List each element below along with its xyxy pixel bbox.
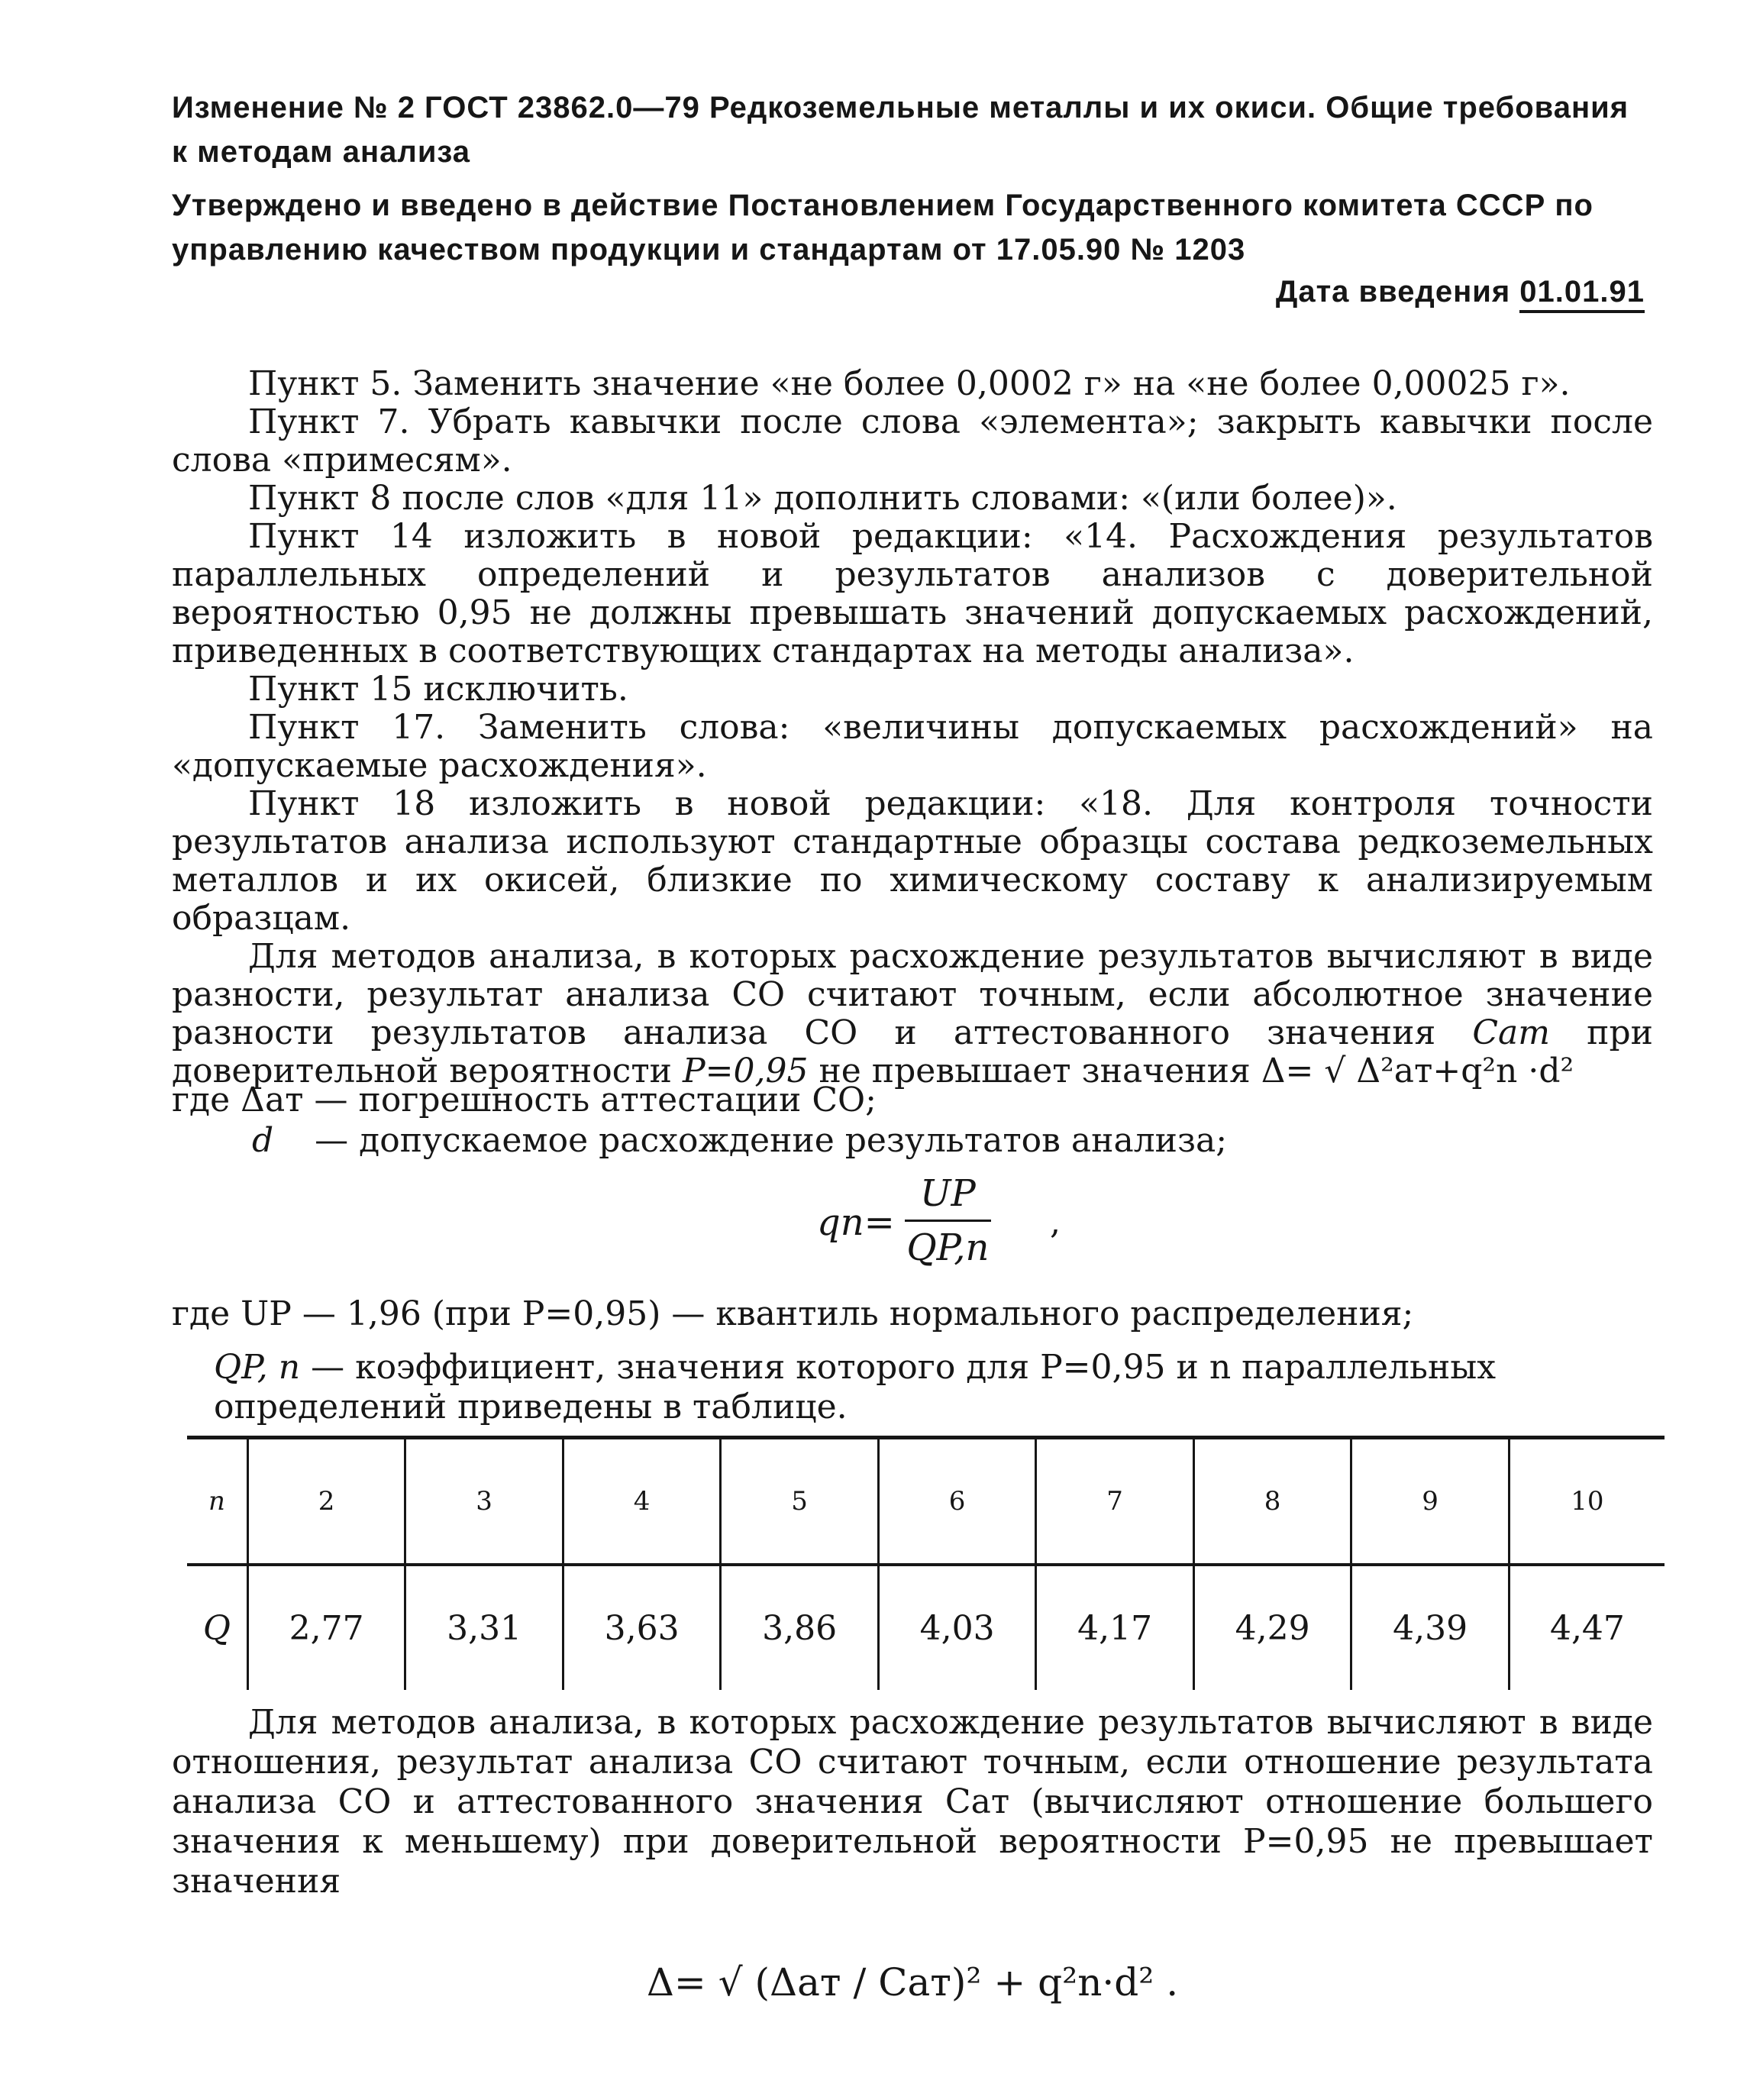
formula-delta-ratio: Δ= √ (Δат / Cат)² + q²n·d² . [646, 1960, 1179, 2005]
paragraph-item-14: Пункт 14 изложить в новой редакции: «14. Расхождения результатов параллельных определений и результатов анализов с доверительной вероятностью 0,95 не должны превышать значений допускаемых расхождений, приведенных в соответствующих стандартах на методы анализа». [172, 517, 1653, 670]
table-q-cell: 4,29 [1193, 1565, 1351, 1690]
approval-statement: Утверждено и введено в действие Постановлением Государственного комитета СССР по управлению качеством продукции и стандартам от 17.05.90 № 1203 [172, 189, 1593, 267]
table-n-cell: 10 [1509, 1438, 1665, 1565]
legend-qp-label: QP, n [214, 1348, 301, 1387]
legend-up [172, 1294, 1413, 1334]
table-n-cell: 8 [1193, 1438, 1351, 1565]
table-n-cell: 7 [1036, 1438, 1194, 1565]
ratio-method-paragraph: Для методов анализа, в которых расхождение результатов вычисляют в виде отношения, результат анализа СО считают точным, если отношение результата анализа СО и аттестованного значения Cат (вычисляют отношение большего значения к меньшему) при доверительной вероятности P=0,95 не превышает значения [172, 1703, 1653, 1901]
qn-numerator: UP [905, 1172, 991, 1222]
table-n-cell: 5 [721, 1438, 879, 1565]
table-q-cell: 4,17 [1036, 1565, 1194, 1690]
table-q-cell: 2,77 [247, 1565, 405, 1690]
legend-d [252, 1121, 1227, 1161]
qn-denominator: QP,n [906, 1226, 990, 1269]
paragraph-item-5: Пункт 5. Заменить значение «не более 0,0002 г» на «не более 0,00025 г». [248, 364, 1571, 403]
paragraph-item-17: Пункт 17. Заменить слова: «величины допускаемых расхождений» на «допускаемые расхождения». [172, 708, 1653, 785]
legend-qp-desc: — коэффициент, значения которого для P=0,95 и n параллельных определений приведены в таблице. [214, 1348, 1497, 1426]
table-q-cell: 4,39 [1351, 1565, 1510, 1690]
qn-fraction [905, 1172, 991, 1269]
paragraph-item-18: Пункт 18 изложить в новой редакции: «18. Для контроля точности результатов анализа используют стандартные образцы состава редкоземельных металлов и их окисей, близкие по химическому составу к анализируемым образцам. [172, 784, 1653, 938]
effective-date-label: Дата введения [1275, 275, 1511, 309]
table-row-label-n: n [187, 1438, 247, 1565]
paragraph-item-7: Пункт 7. Убрать кавычки после слова «элемента»; закрыть кавычки после слова «примесям». [172, 402, 1653, 480]
qn-formula-lhs: qn= [817, 1201, 895, 1244]
table-q-cell: 3,86 [721, 1565, 879, 1690]
difference-method-paragraph [172, 938, 1653, 1090]
legend-d-label: d [252, 1121, 274, 1160]
table-n-cell: 6 [878, 1438, 1036, 1565]
effective-date [1276, 275, 1645, 309]
amendment-body [172, 365, 1653, 1090]
table-q-cell: 4,47 [1509, 1565, 1665, 1690]
effective-date-value: 01.01.91 [1519, 275, 1645, 313]
paragraph-item-15: Пункт 15 исключить. [248, 670, 628, 709]
table-q-cell: 3,31 [405, 1565, 563, 1690]
ratio-method-section [172, 1703, 1653, 2005]
paragraph-item-8: Пункт 8 после слов «для 11» дополнить словами: «(или более)». [248, 479, 1397, 518]
not-exceed-text: не превышает значения [819, 1052, 1251, 1090]
legend-qp [214, 1348, 1657, 1427]
table-q-cell: 4,03 [878, 1565, 1036, 1690]
table-q-cell: 3,63 [563, 1565, 721, 1690]
table-row-label-q: Q [202, 1608, 231, 1648]
table-n-cell: 4 [563, 1438, 721, 1565]
legend-up-label: где UP [172, 1294, 292, 1333]
probability-value: P=0,95 [683, 1052, 809, 1090]
document-title: Изменение № 2 ГОСТ 23862.0—79 Редкоземельные металлы и их окиси. Общие требования к методам анализа [172, 91, 1629, 169]
table-n-cell: 3 [405, 1438, 563, 1565]
certified-value-symbol: Cат [1472, 1013, 1550, 1052]
legend-d-desc: — допускаемое расхождение результатов анализа; [315, 1121, 1228, 1160]
legend-delta [172, 1081, 877, 1120]
legend-delta-desc: — погрешность аттестации СО; [314, 1081, 877, 1119]
qn-trailing-comma: , [1050, 1203, 1061, 1242]
difference-method-continuation: при доверительной вероятности [172, 1013, 1653, 1090]
q-coefficient-table [187, 1436, 1665, 1690]
table-n-cell: 9 [1351, 1438, 1510, 1565]
table-header-row [187, 1438, 1665, 1565]
legend-delta-label: где Δат [172, 1081, 304, 1119]
table-n-cell: 2 [247, 1438, 405, 1565]
difference-method-text: Для методов анализа, в которых расхождение результатов вычисляют в виде разности, результат анализа СО считают точным, если абсолютное значение разности результатов анализа СО и аттестованного значения [172, 937, 1653, 1052]
legend-up-desc: — 1,96 (при P=0,95) — квантиль нормального распределения; [302, 1294, 1414, 1333]
formula-delta: Δ= √ Δ²ат+q²n ·d² [1261, 1052, 1574, 1090]
table-row [187, 1565, 1665, 1690]
